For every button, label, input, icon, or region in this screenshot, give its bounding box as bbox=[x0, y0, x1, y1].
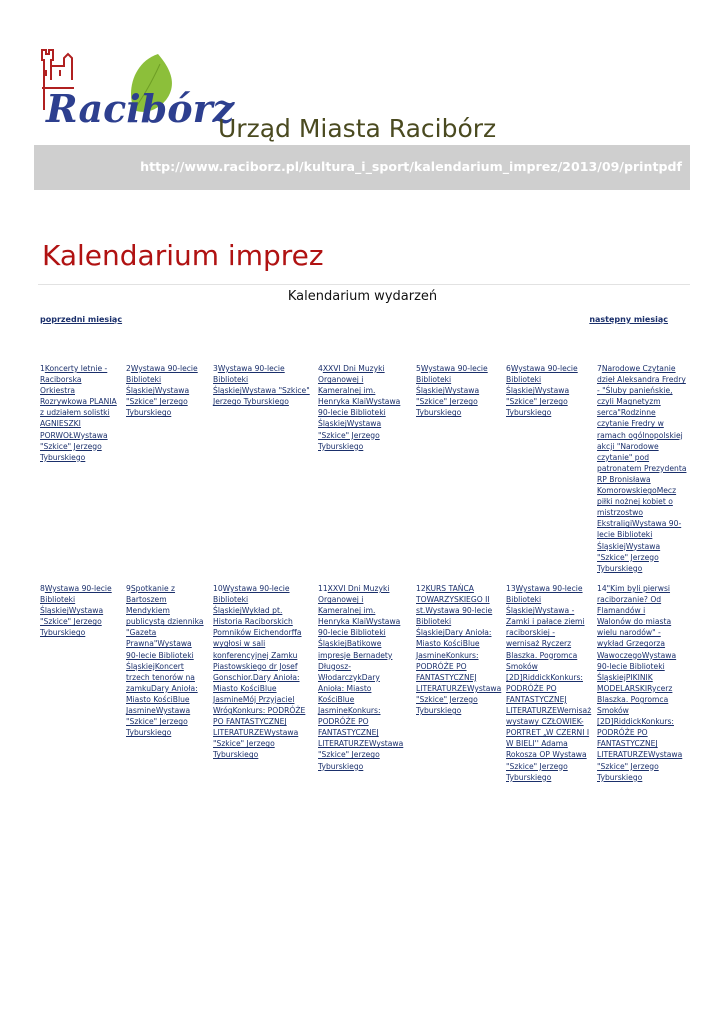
day-events-link[interactable]: Narodowe Czytanie dzieł Aleksandra Fredry - "Śluby panieńskie, czyli Magnetyzm serca"Rodzinne czytanie Fredry w ramach ogólnopolskiej akcji "Narodowe czytanie" pod patronatem Prezydenta RP Bronisława KomorowskiegoMecz piłki nożnej kobiet o mistrzostwo EkstraligiWystawa 90-lecie Biblioteki ŚląskiejWystawa "Szkice" Jerzego Tyburskiego bbox=[597, 364, 687, 573]
day-number: 10 bbox=[213, 584, 223, 593]
calendar-day-cell bbox=[597, 363, 687, 574]
day-events-link[interactable]: KURS TAŃCA TOWARZYSKIEGO II st.Wystawa 90-lecie Biblioteki ŚląskiejDary Anioła: Miasto KościBlue JasmineKonkurs: PODRÓŻE PO FANTASTYCZNEJ LITERATURZEWystawa "Szkice" Jerzego Tyburskiego bbox=[416, 584, 502, 716]
calendar-day-cell bbox=[506, 583, 590, 783]
heading-divider bbox=[38, 284, 690, 285]
calendar-day-cell bbox=[416, 363, 500, 418]
calendar-day-cell bbox=[213, 583, 307, 761]
day-events-link[interactable]: Wystawa 90-lecie Biblioteki ŚląskiejWystawa "Szkice" Jerzego Tyburskiego bbox=[416, 364, 488, 418]
calendar-day-cell bbox=[40, 363, 118, 463]
site-title: Urząd Miasta Racibórz bbox=[218, 114, 497, 143]
day-number: 9 bbox=[126, 584, 131, 593]
day-number: 4 bbox=[318, 364, 323, 373]
calendar-day-cell bbox=[318, 583, 408, 772]
logo-text: Racibórz bbox=[46, 86, 235, 131]
calendar-day-cell bbox=[318, 363, 406, 452]
day-number: 5 bbox=[416, 364, 421, 373]
day-events-link[interactable]: Wystawa 90-lecie Biblioteki ŚląskiejWystawa "Szkice" Jerzego Tyburskiego bbox=[40, 584, 112, 638]
day-events-link[interactable]: Spotkanie z Bartoszem Mendykiem publicystą dziennika "Gazeta Prawna"Wystawa 90-lecie Biblioteki ŚląskiejKoncert trzech tenorów na zamkuDary Anioła: Miasto KościBlue JasmineWystawa "Szkice" Jerzego Tyburskiego bbox=[126, 584, 204, 738]
calendar-day-cell bbox=[126, 583, 204, 738]
calendar-day-cell bbox=[40, 583, 118, 638]
day-number: 12 bbox=[416, 584, 426, 593]
calendar-day-cell bbox=[126, 363, 200, 418]
day-number: 8 bbox=[40, 584, 45, 593]
calendar-caption: Kalendarium wydarzeń bbox=[287, 289, 438, 304]
day-number: 2 bbox=[126, 364, 131, 373]
calendar-day-cell bbox=[213, 363, 311, 407]
day-events-link[interactable]: Wystawa 90-lecie Biblioteki ŚląskiejWystawa - Zamki i pałace ziemi raciborskiej - wernisaż Ryczerz Blaszka. Pogromca Smoków [2D]RiddickKonkurs: PODRÓŻE PO FANTASTYCZNEJ LITERATURZEWernisaż wystawy CZŁOWIEK-PORTRET „W CZERNI I W BIELI'' Adama Rokosza OP Wystawa "Szkice" Jerzego Tyburskiego bbox=[506, 584, 592, 782]
day-events-link[interactable]: Wystawa 90-lecie Biblioteki ŚląskiejWystawa "Szkice" Jerzego Tyburskiego bbox=[126, 364, 198, 418]
url-bar bbox=[34, 145, 690, 190]
source-url: http://www.raciborz.pl/kultura_i_sport/kalendarium_imprez/2013/09/printpdf bbox=[140, 159, 682, 174]
day-events-link[interactable]: Wystawa 90-lecie Biblioteki ŚląskiejWykład pt. Historia Raciborskich Pomników Eichendorffa wygłosi w sali konferencyjnej Zamku Piastowskiego dr Josef Gonschior.Dary Anioła: Miasto KościBlue JasmineMój Przyjaciel WrógKonkurs: PODRÓŻE PO FANTASTYCZNEJ LITERATURZEWystawa "Szkice" Jerzego Tyburskiego bbox=[213, 584, 306, 760]
day-events-link[interactable]: Wystawa 90-lecie Biblioteki ŚląskiejWystawa "Szkice" Jerzego Tyburskiego bbox=[506, 364, 578, 418]
raciborz-logo bbox=[38, 40, 235, 136]
next-month-link[interactable]: następny miesiąc bbox=[589, 315, 668, 324]
day-number: 7 bbox=[597, 364, 602, 373]
day-events-link[interactable]: Koncerty letnie - Raciborska Orkiestra Rozrywkowa PLANIA z udziałem solistki AGNIESZKI PORWOŁWystawa "Szkice" Jerzego Tyburskiego bbox=[40, 364, 117, 462]
day-number: 11 bbox=[318, 584, 328, 593]
day-events-link[interactable]: XXVI Dni Muzyki Organowej i Kameralnej im. Henryka KlaiWystawa 90-lecie Biblioteki ŚląskiejBatikowe impresje Bernadety Długosz-WłodarczykDary Anioła: Miasto KościBlue JasmineKonkurs: PODRÓŻE PO FANTASTYCZNEJ LITERATURZEWystawa "Szkice" Jerzego Tyburskiego bbox=[318, 584, 404, 771]
day-events-link[interactable]: Wystawa 90-lecie Biblioteki ŚląskiejWystawa "Szkice" Jerzego Tyburskiego bbox=[213, 364, 310, 407]
calendar-day-cell bbox=[506, 363, 590, 418]
day-number: 3 bbox=[213, 364, 218, 373]
day-number: 13 bbox=[506, 584, 516, 593]
previous-month-link[interactable]: poprzedni miesiąc bbox=[40, 315, 123, 324]
calendar-day-cell bbox=[416, 583, 500, 716]
day-number: 14 bbox=[597, 584, 607, 593]
day-number: 6 bbox=[506, 364, 511, 373]
day-events-link[interactable]: XXVI Dni Muzyki Organowej i Kameralnej im. Henryka KlaiWystawa 90-lecie Biblioteki ŚląskiejWystawa "Szkice" Jerzego Tyburskiego bbox=[318, 364, 401, 451]
day-number: 1 bbox=[40, 364, 45, 373]
page-heading: Kalendarium imprez bbox=[42, 239, 324, 272]
calendar-day-cell bbox=[597, 583, 681, 783]
day-events-link[interactable]: "Kim byli pierwsi raciborzanie? Od Flamandów i Walonów do miasta wielu narodów" - wykład Grzegorza WawoczegoWystawa 90-lecie Biblioteki ŚląskiejPIKINIK MODELARSKIRycerz Blaszka. Pogromca Smoków [2D]RiddickKonkurs: PODRÓŻE PO FANTASTYCZNEJ LITERATURZEWystawa "Szkice" Jerzego Tyburskiego bbox=[597, 584, 683, 782]
